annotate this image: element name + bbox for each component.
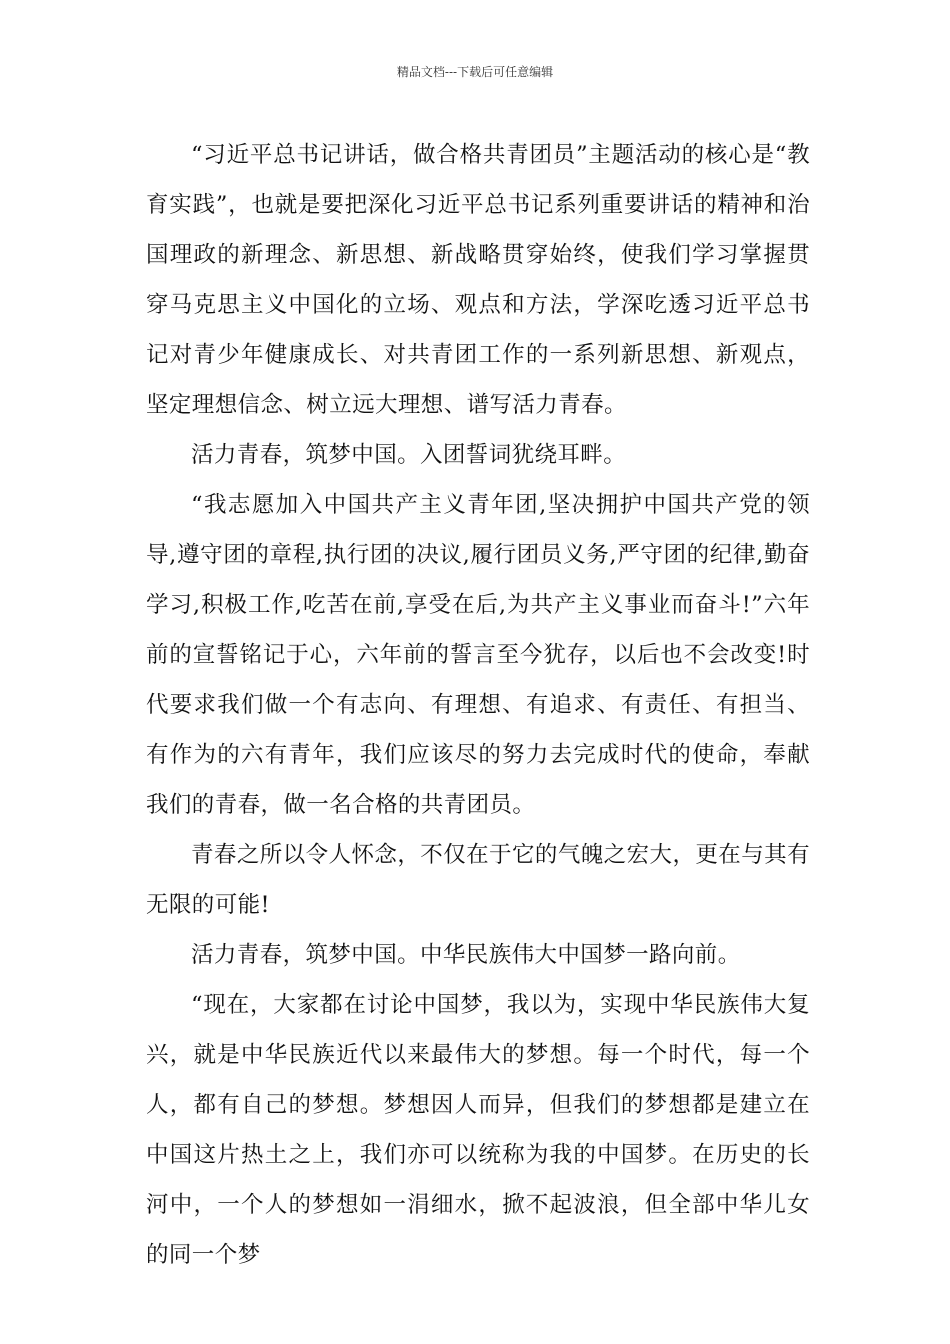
page-header: 精品文档---下载后可任意编辑: [396, 65, 554, 79]
paragraph: 活力青春，筑梦中国。中华民族伟大中国梦一路向前。: [191, 942, 741, 968]
document-body: [146, 130, 810, 1280]
paragraph: “习近平总书记讲话，做合格共青团员”主题活动的核心是“教育实践”，也就是要把深化习近平总书记系列重要讲话的精神和治国理政的新理念、新思想、新战略贯穿始终，使我们学习掌握贯穿马克思主义中国化的立场、观点和方法，学深吃透习近平总书记对青少年健康成长、对共青团工作的一系列新思想、新观点，坚定理想信念、树立远大理想、谱写活力青春。: [146, 142, 810, 418]
paragraph: 活力青春，筑梦中国。入团誓词犹绕耳畔。: [191, 442, 627, 468]
paragraph: “我志愿加入中国共产主义青年团,坚决拥护中国共产党的领导,遵守团的章程,执行团的决议,履行团员义务,严守团的纪律,勤奋学习,积极工作,吃苦在前,享受在后,为共产主义事业而奋斗!”六年前的宣誓铭记于心，六年前的誓言至今犹存，以后也不会改变!时代要求我们做一个有志向、有理想、有追求、有责任、有担当、有作为的六有青年，我们应该尽的努力去完成时代的使命，奉献我们的青春，做一名合格的共青团员。: [146, 492, 810, 818]
paragraph: 青春之所以令人怀念，不仅在于它的气魄之宏大，更在与其有无限的可能!: [146, 842, 810, 918]
paragraph: “现在，大家都在讨论中国梦，我以为，实现中华民族伟大复兴，就是中华民族近代以来最伟大的梦想。每一个时代，每一个人，都有自己的梦想。梦想因人而异，但我们的梦想都是建立在中国这片热土之上，我们亦可以统称为我的中国梦。在历史的长河中，一个人的梦想如一涓细水，掀不起波浪，但全部中华儿女的同一个梦: [146, 992, 810, 1268]
